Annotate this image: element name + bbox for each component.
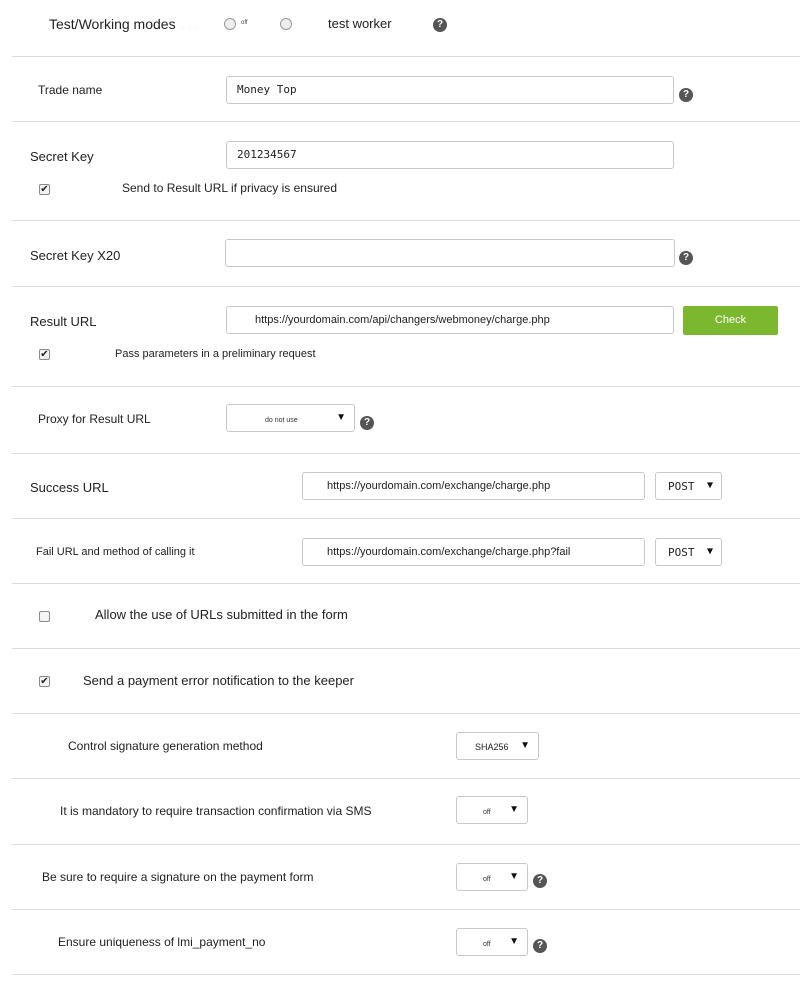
trade-name-row <box>12 56 800 122</box>
caret-down-icon: ▼ <box>336 412 346 423</box>
unique-payment-label: Ensure uniqueness of lmi_payment_no <box>58 935 266 949</box>
require-signature-select[interactable] <box>456 863 528 891</box>
allow-urls-checkbox[interactable] <box>39 611 50 622</box>
caret-down-icon: ▼ <box>509 871 519 882</box>
question-circle-icon[interactable]: ? <box>360 416 374 430</box>
require-signature-value: off <box>483 876 491 883</box>
caret-down-icon: ▼ <box>706 480 713 491</box>
error-notify-label: Send a payment error notification to the keeper <box>83 673 354 688</box>
success-url-input[interactable]: https://yourdomain.com/exchange/charge.php <box>302 472 645 500</box>
secret-key-input[interactable]: 201234567 <box>226 141 674 169</box>
fail-url-row <box>12 518 800 584</box>
question-circle-icon[interactable]: ? <box>533 874 547 888</box>
proxy-row <box>12 386 800 454</box>
radio-off[interactable] <box>224 18 236 30</box>
success-url-label: Success URL <box>30 480 109 495</box>
secret-key-x20-row <box>12 220 800 287</box>
success-method-value: POST <box>668 480 695 493</box>
question-circle-icon[interactable]: ? <box>679 88 693 102</box>
secret-key-label: Secret Key <box>30 149 94 164</box>
caret-down-icon: ▼ <box>509 804 519 815</box>
fail-url-label: Fail URL and method of calling it <box>36 546 195 558</box>
sms-confirm-label: It is mandatory to require transaction confirmation via SMS <box>60 804 372 818</box>
allow-urls-row <box>12 583 800 649</box>
caret-down-icon: ▼ <box>520 740 530 751</box>
result-url-label: Result URL <box>30 314 97 329</box>
result-url-input[interactable]: https://yourdomain.com/api/changers/webmoney/charge.php <box>226 306 674 334</box>
sms-confirm-select[interactable] <box>456 796 528 824</box>
allow-urls-label: Allow the use of URLs submitted in the form <box>95 607 348 622</box>
sms-confirm-row <box>12 778 800 845</box>
preliminary-request-checkbox[interactable]: ✔ <box>40 349 49 360</box>
test-mode-row <box>12 0 800 57</box>
test-mode-label: Test/Working modes <box>49 16 176 32</box>
signature-method-select[interactable] <box>456 732 539 760</box>
fail-method-select[interactable] <box>655 538 722 566</box>
fail-method-value: POST <box>668 546 695 559</box>
check-button[interactable]: Check <box>683 306 778 335</box>
radio-test-worker[interactable] <box>280 18 292 30</box>
caret-down-icon: ▼ <box>509 936 519 947</box>
privacy-checkbox-label: Send to Result URL if privacy is ensured <box>122 181 337 195</box>
unique-payment-value: off <box>483 941 491 948</box>
trade-name-input[interactable]: Money Top <box>226 76 674 104</box>
result-url-row <box>12 286 800 387</box>
require-signature-label: Be sure to require a signature on the payment form <box>42 870 314 884</box>
error-notify-row <box>12 648 800 714</box>
signature-method-row <box>12 713 800 779</box>
require-signature-row <box>12 844 800 910</box>
question-circle-icon[interactable]: ? <box>679 251 693 265</box>
success-method-select[interactable] <box>655 472 722 500</box>
fail-url-input[interactable]: https://yourdomain.com/exchange/charge.php?fail <box>302 538 645 566</box>
unique-payment-row <box>12 909 800 975</box>
secret-key-row <box>12 121 800 221</box>
proxy-select[interactable] <box>226 404 355 432</box>
privacy-checkbox[interactable]: ✔ <box>40 184 49 195</box>
question-circle-icon[interactable]: ? <box>433 18 447 32</box>
signature-method-label: Control signature generation method <box>68 739 263 753</box>
question-circle-icon[interactable]: ? <box>533 939 547 953</box>
secret-key-x20-input[interactable] <box>225 239 675 267</box>
signature-method-value: SHA256 <box>475 742 509 752</box>
caret-down-icon: ▼ <box>706 546 713 557</box>
unique-payment-select[interactable] <box>456 928 528 956</box>
trade-name-label: Trade name <box>38 83 103 97</box>
radio-test-worker-label: test worker <box>328 16 392 31</box>
secret-key-x20-label: Secret Key X20 <box>30 248 121 263</box>
sms-confirm-value: off <box>483 809 491 816</box>
radio-off-label: off <box>241 20 248 26</box>
proxy-select-value: do not use <box>265 417 298 424</box>
error-notify-checkbox[interactable]: ✔ <box>40 676 49 687</box>
test-mode-ghost: . . . <box>182 22 199 31</box>
preliminary-request-label: Pass parameters in a preliminary request <box>115 348 316 360</box>
proxy-label: Proxy for Result URL <box>38 412 151 426</box>
success-url-row <box>12 453 800 519</box>
